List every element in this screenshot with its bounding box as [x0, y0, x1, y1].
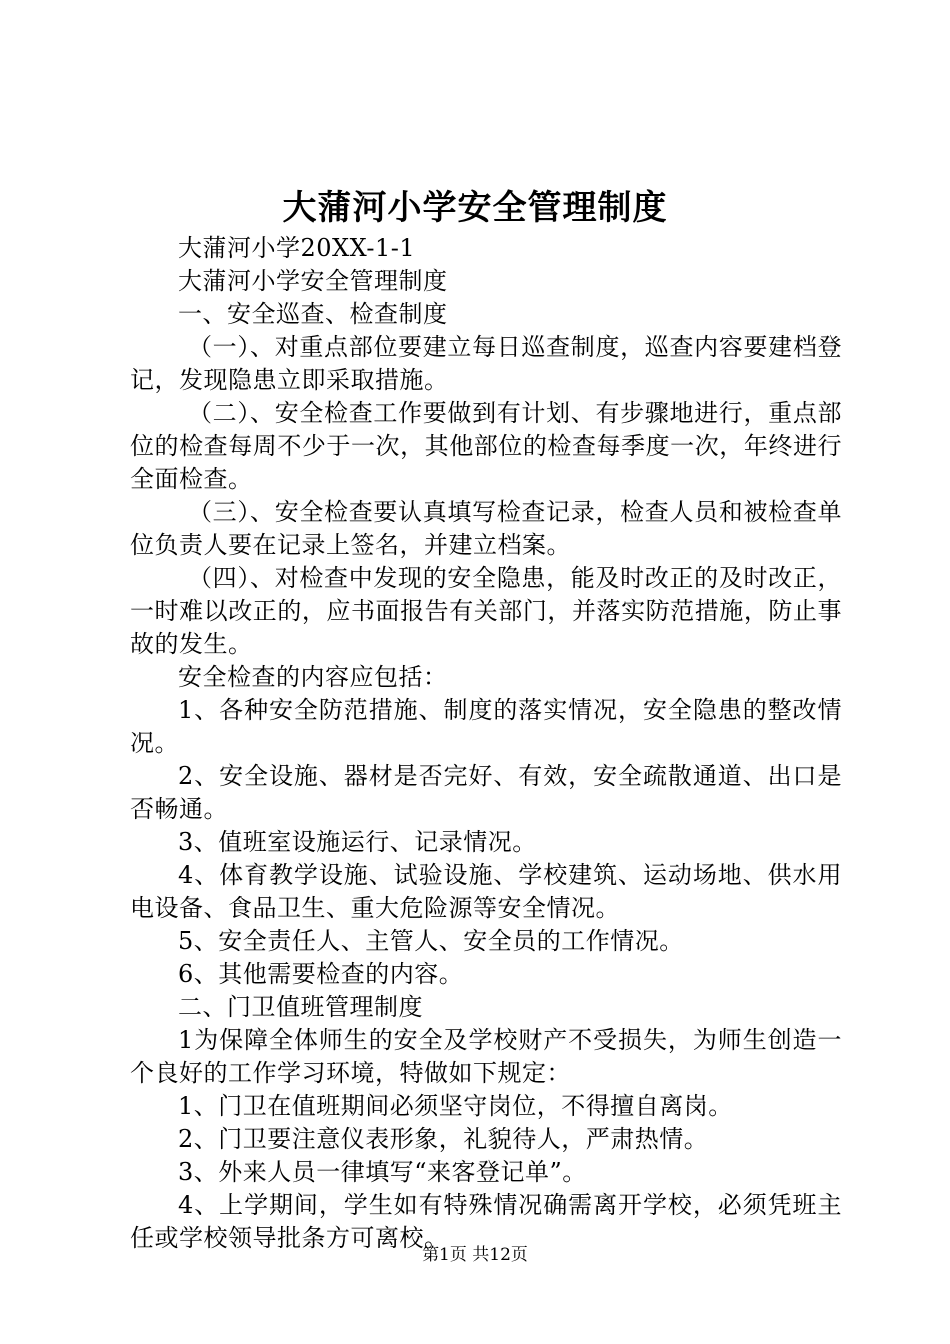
document-body [130, 232, 842, 1255]
list-item: 3、值班室设施运行、记录情况。 [178, 828, 537, 856]
list-item: 5、安全责任人、主管人、安全员的工作情况。 [178, 927, 684, 955]
list-item: 3、外来人员一律填写“来客登记单”。 [178, 1158, 587, 1186]
page-footer: 第1页 共12页 [422, 1245, 528, 1265]
list-item: 2、门卫要注意仪表形象，礼貌待人，严肃热情。 [178, 1125, 709, 1153]
section-heading-2: 二、门卫值班管理制度 [178, 993, 423, 1021]
paragraph: （一）、对重点部位要建立每日巡查制度，巡查内容要建档登记，发现隐患立即采取措施。 [130, 333, 842, 394]
paragraph: （三）、安全检查要认真填写检查记录，检查人员和被检查单位负责人要在记录上签名，并建立档案。 [130, 498, 842, 559]
paragraph-subtitle: 大蒲河小学安全管理制度 [178, 267, 448, 295]
list-item: 1、各种安全防范措施、制度的落实情况，安全隐患的整改情况。 [130, 696, 842, 757]
paragraph: （二）、安全检查工作要做到有计划、有步骤地进行，重点部位的检查每周不少于一次，其他部位的检查每季度一次，年终进行全面检查。 [130, 399, 842, 493]
paragraph-date: 大蒲河小学20XX-1-1 [178, 234, 416, 262]
list-item: 1、门卫在值班期间必须坚守岗位，不得擅自离岗。 [178, 1092, 733, 1120]
list-item: 6、其他需要检查的内容。 [178, 960, 464, 988]
section-heading-1: 一、安全巡查、检查制度 [178, 300, 448, 328]
list-item: 4、上学期间，学生如有特殊情况确需离开学校，必须凭班主任或学校领导批条方可离校。 [130, 1191, 842, 1252]
list-item: 4、体育教学设施、试验设施、学校建筑、运动场地、供水用电设备、食品卫生、重大危险源等安全情况。 [130, 861, 842, 922]
list-item: 2、安全设施、器材是否完好、有效，安全疏散通道、出口是否畅通。 [130, 762, 842, 823]
document-title: 大蒲河小学安全管理制度 [282, 188, 668, 228]
paragraph: （四）、对检查中发现的安全隐患，能及时改正的及时改正，一时难以改正的，应书面报告有关部门，并落实防范措施，防止事故的发生。 [130, 564, 842, 658]
paragraph: 1为保障全体师生的安全及学校财产不受损失，为师生创造一个良好的工作学习环境，特做如下规定： [130, 1026, 842, 1087]
paragraph: 安全检查的内容应包括： [178, 663, 448, 691]
